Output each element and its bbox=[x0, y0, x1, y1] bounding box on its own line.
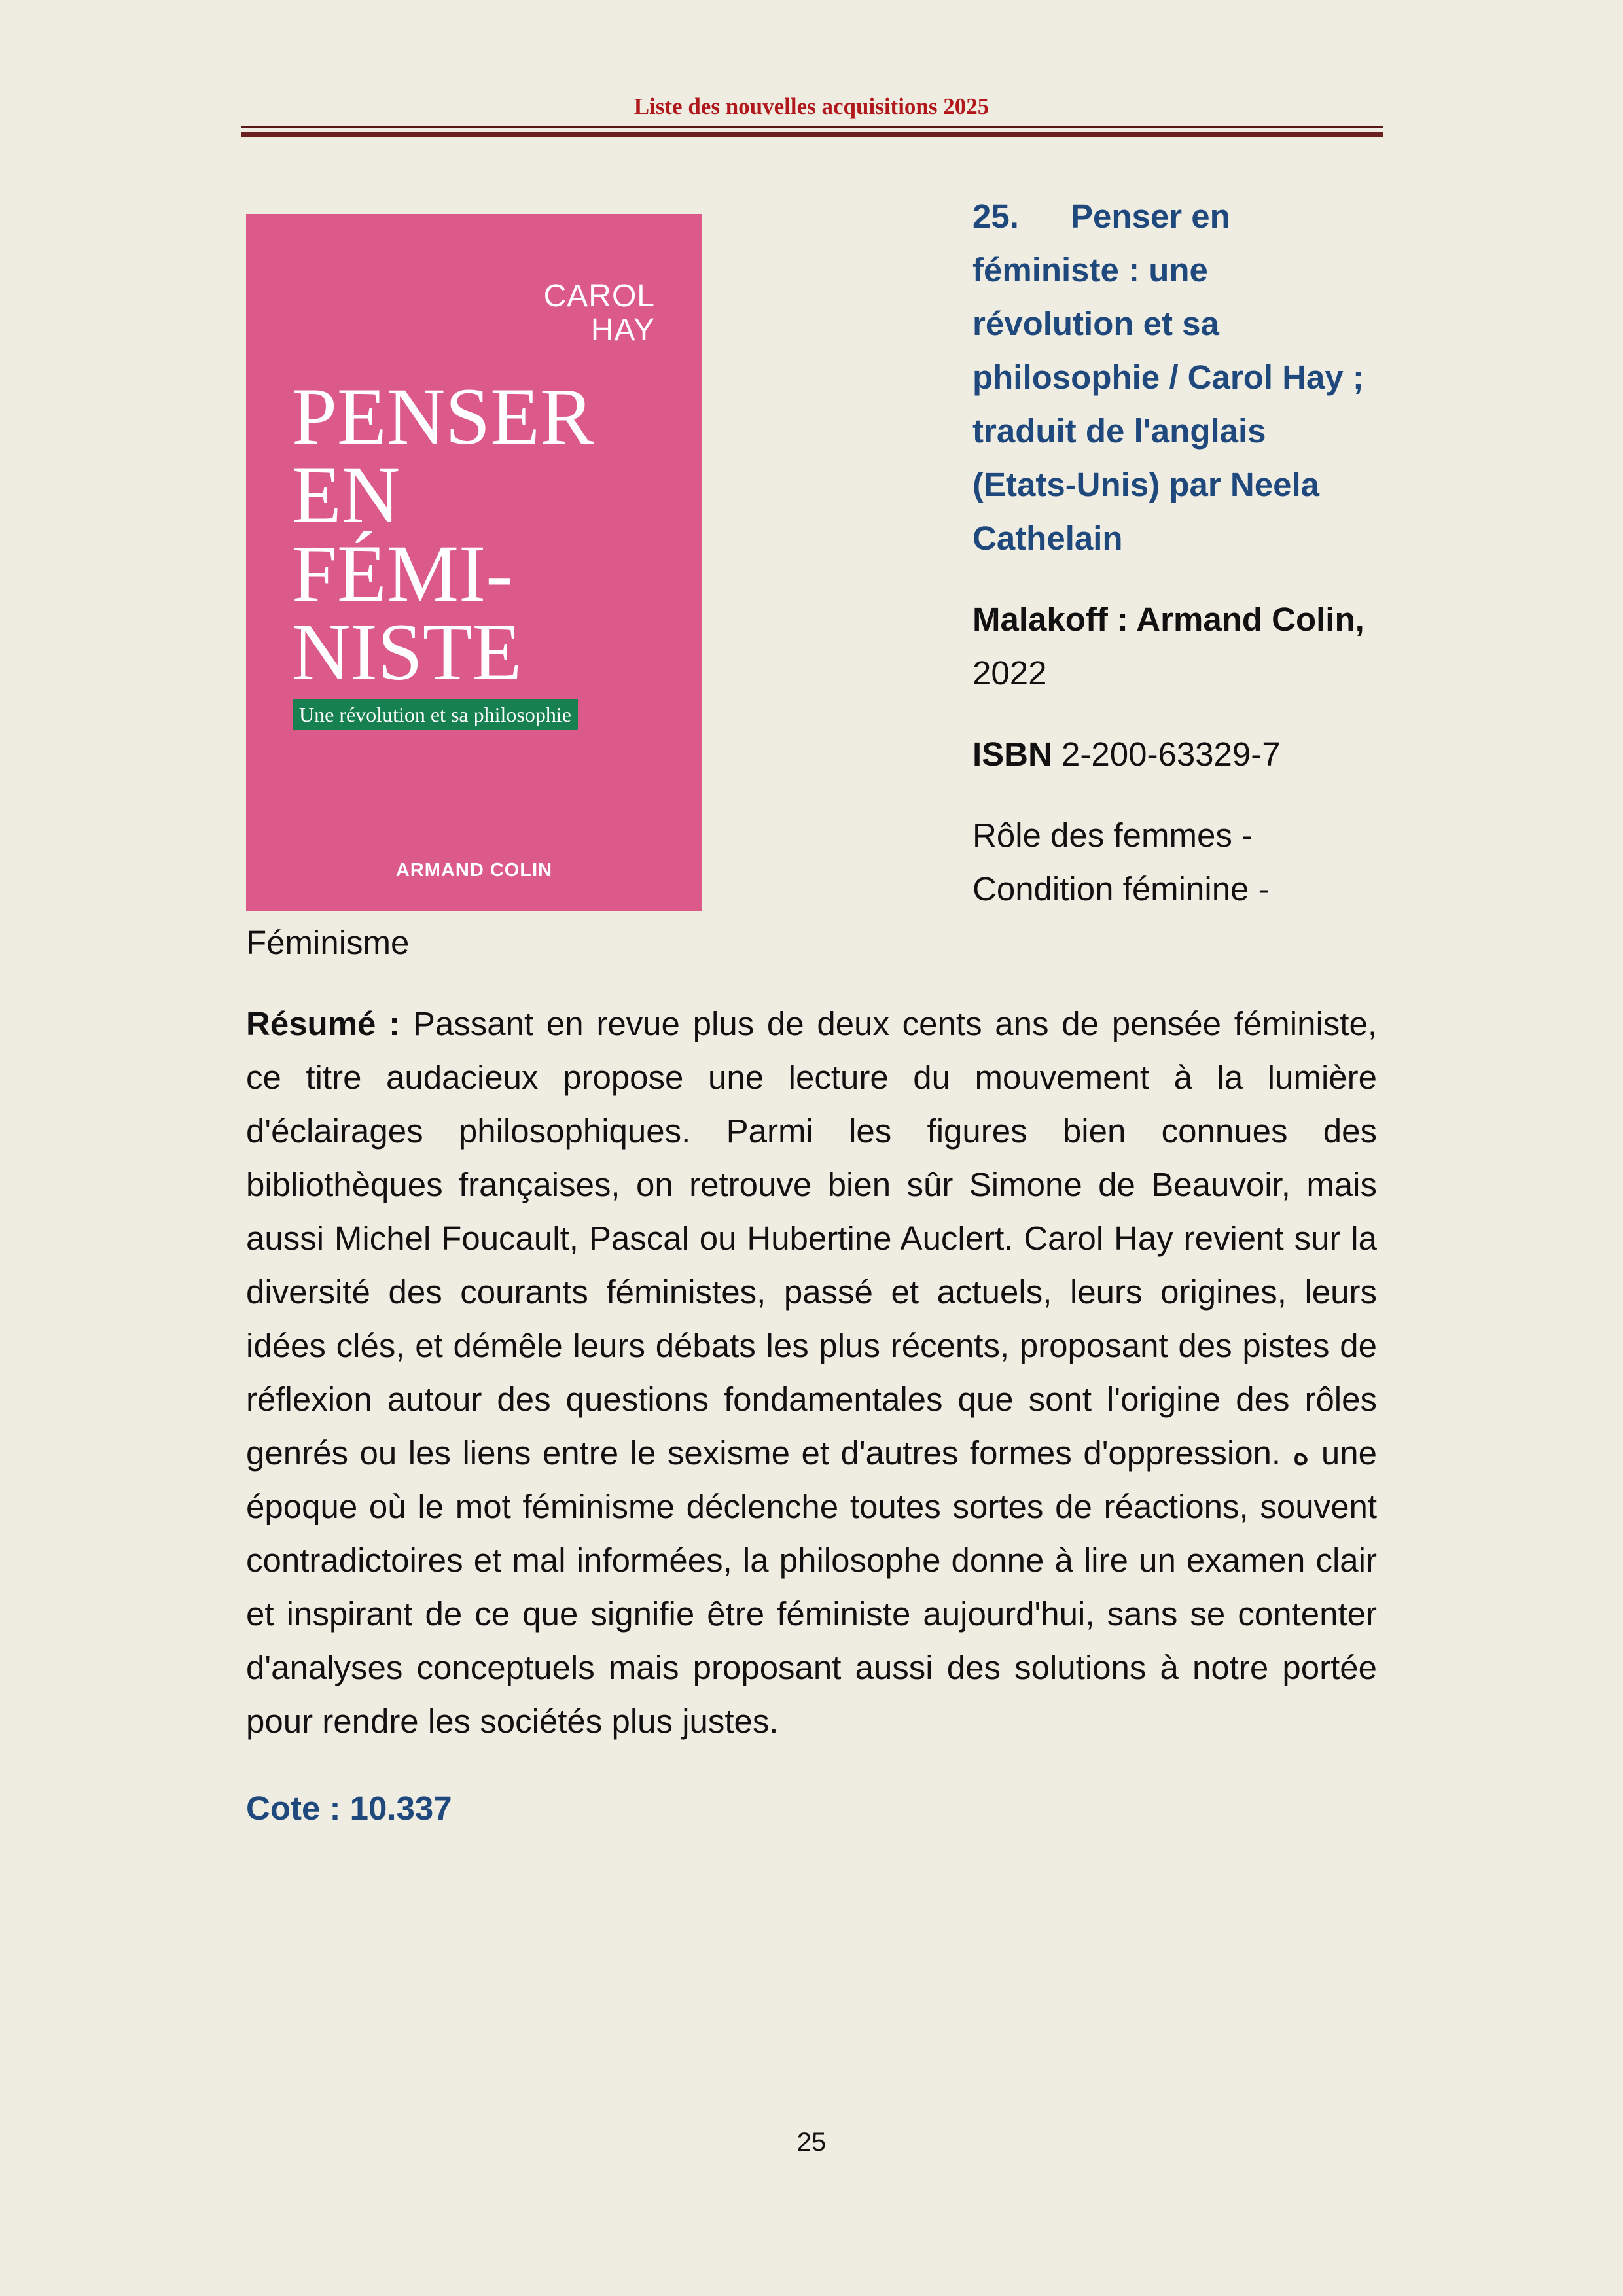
isbn-value: 2-200-63329-7 bbox=[1061, 735, 1281, 773]
entry-title: Penser en féministe : une révolution et sa philosophie / Carol Hay ; traduit de l'anglais (Etats-Unis) par Neela Cathelain bbox=[972, 198, 1364, 557]
header-rule-thin bbox=[241, 126, 1383, 128]
summary-label: Résumé : bbox=[246, 1005, 401, 1042]
cover-subtitle: Une révolution et sa philosophie bbox=[293, 699, 578, 730]
cover-author-first: CAROL bbox=[543, 279, 655, 313]
call-number: Cote : 10.337 bbox=[246, 1790, 452, 1827]
cover-title-line: PENSER bbox=[292, 372, 594, 461]
cover-title-line: EN bbox=[292, 450, 401, 540]
summary-paragraph bbox=[246, 997, 1377, 1748]
summary-text: Passant en revue plus de deux cents ans de pensée féministe, ce titre audacieux propose une lecture du mouvement à la lumière d'éclairages philosophiques. Parmi les figures bien connues des bibliothèques françaises, on retrouve bien sûr Simone de Beauvoir, mais aussi Michel Foucault, Pascal ou Hubertine Auclert. Carol Hay revient sur la diversité des courants féministes, passé et actuels, leurs origines, leurs idées clés, et démêle leurs débats les plus récents, proposant des pistes de réflexion autour des questions fondamentales que sont l'origine des rôles genrés ou les liens entre le sexisme et d'autres formes d'oppression. ﻩ une époque où le mot féminisme déclenche toutes sortes de réactions, souvent contradictoires et mal informées, la philosophe donne à lire un examen clair et inspirant de ce que signifie être féministe aujourd'hui, sans se contenter d'analyses conceptuels mais proposant aussi des solutions à notre portée pour rendre les sociétés plus justes. bbox=[246, 1005, 1378, 1740]
cover-float-spacer bbox=[246, 190, 972, 915]
entry-number: 25. bbox=[972, 198, 1019, 235]
publication-year: 2022 bbox=[972, 654, 1047, 692]
cover-author-last: HAY bbox=[590, 313, 655, 347]
publisher-label: Malakoff : Armand Colin, bbox=[972, 601, 1364, 638]
cover-title-line: FÉMI- bbox=[292, 529, 513, 618]
page-number: 25 bbox=[796, 2128, 827, 2157]
catalog-record bbox=[246, 190, 1377, 1869]
subjects: Rôle des femmes - Condition féminine - Féminisme bbox=[246, 817, 1270, 961]
page-header-title: Liste des nouvelles acquisitions 2025 bbox=[633, 94, 990, 119]
header-rule-thick bbox=[241, 132, 1383, 137]
isbn-label: ISBN bbox=[972, 735, 1052, 773]
cover-publisher: ARMAND COLIN bbox=[395, 860, 553, 881]
cover-title-line: NISTE bbox=[292, 607, 522, 697]
